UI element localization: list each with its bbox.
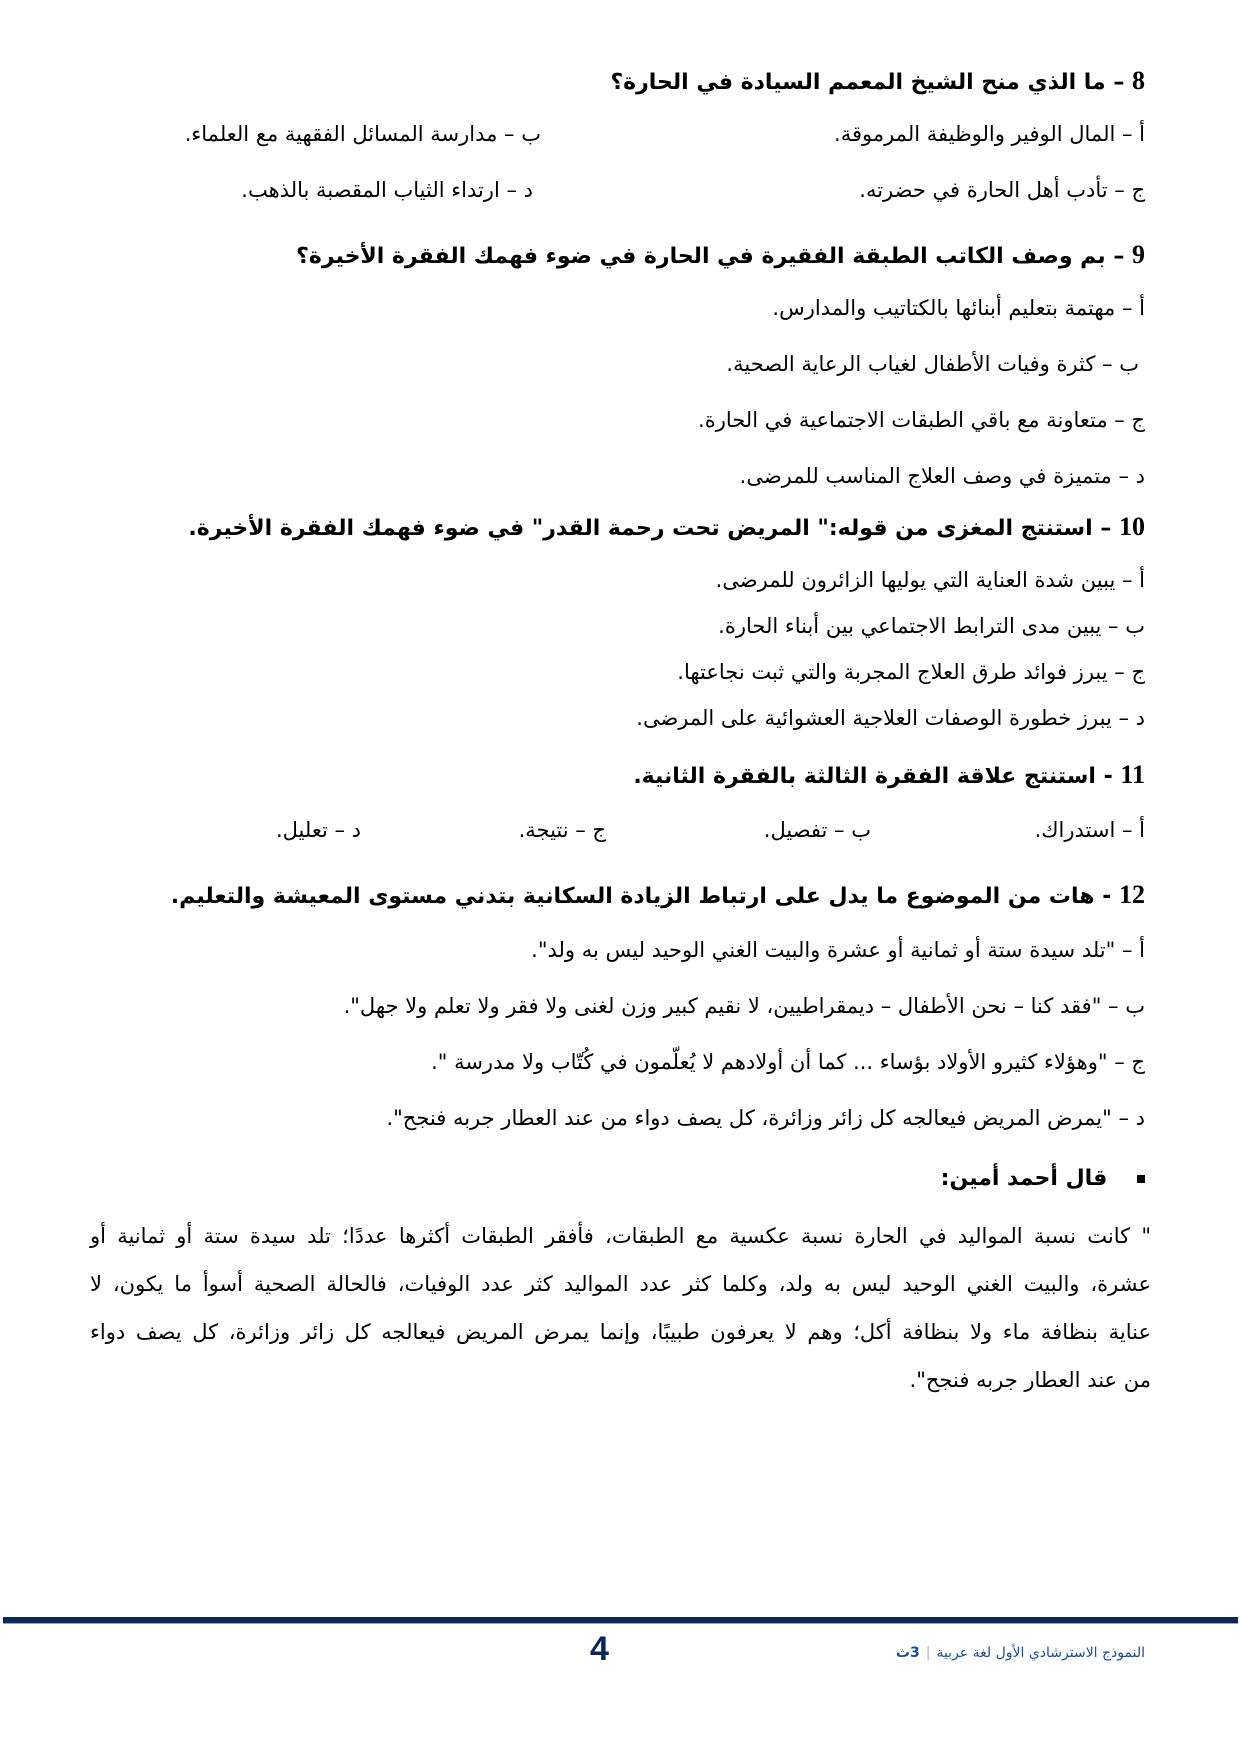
question-number: 8 bbox=[1132, 66, 1145, 95]
option-c: ج – يبرز فوائد طرق العلاج المجربة والتي ثبت نجاعتها. bbox=[677, 660, 1145, 684]
option-c: ج – "وهؤلاء كثيرو الأولاد بؤساء ... كما أن أولادهم لا يُعلّمون في كُتّاب ولا مدرسة ". bbox=[431, 1050, 1145, 1074]
footer-grade: 3ث bbox=[895, 1645, 920, 1661]
quote-heading bbox=[941, 1166, 1145, 1191]
option-b: ب – مدارسة المسائل الفقهية مع العلماء. bbox=[184, 122, 541, 146]
option-d: د – يبرز خطورة الوصفات العلاجية العشوائية على المرضى. bbox=[636, 706, 1145, 730]
question-11 bbox=[633, 760, 1145, 790]
quote-line: " كانت نسبة المواليد في الحارة نسبة عكسية مع الطبقات، فأفقر الطبقات أكثرها عددًا؛ تلد سيدة ستة أو ثمانية أو bbox=[90, 1224, 1151, 1248]
footer-title-text: النموذج الاسترشادي الأول لغة عربية bbox=[936, 1645, 1145, 1661]
bullet-square-icon bbox=[1137, 1175, 1145, 1183]
option-d: د – تعليل. bbox=[275, 818, 361, 842]
question-number: 11 bbox=[1120, 760, 1145, 789]
quote-line: عناية بنظافة ماء ولا بنظافة أكل؛ وهم لا يعرفون طبيبًا، وإنما يمرض المريض فيعالجه كل زائر وزائرة، كل يصف دواء bbox=[90, 1320, 1151, 1344]
quote-line: عشرة، والبيت الغني الوحيد ليس به ولد، وكلما كثر عدد المواليد كثر عدد الوفيات، فالحالة الصحية أسوأ ما يكون، لا bbox=[90, 1272, 1151, 1296]
quote-paragraph bbox=[90, 1212, 1151, 1404]
question-text: - استنتج علاقة الفقرة الثالثة بالفقرة الثانية. bbox=[633, 764, 1113, 789]
option-a: أ – استدراك. bbox=[1034, 818, 1145, 842]
quote-line: من عند العطار جربه فنجح". bbox=[909, 1368, 1151, 1392]
option-a: أ – "تلد سيدة ستة أو ثمانية أو عشرة والبيت الغني الوحيد ليس به ولد". bbox=[531, 938, 1145, 962]
option-c: ج – تأدب أهل الحارة في حضرته. bbox=[859, 178, 1145, 202]
option-a: أ – المال الوفير والوظيفة المرموقة. bbox=[834, 122, 1145, 146]
question-text: – بم وصف الكاتب الطبقة الفقيرة في الحارة في ضوء فهمك الفقرة الأخيرة؟ bbox=[296, 244, 1125, 269]
quote-heading-text: قال أحمد أمين: bbox=[940, 1166, 1108, 1191]
option-d: د – متميزة في وصف العلاج المناسب للمرضى. bbox=[739, 464, 1145, 488]
question-text: – ما الذي منح الشيخ المعمم السيادة في الحارة؟ bbox=[610, 70, 1125, 95]
option-b: ب – يبين مدى الترابط الاجتماعي بين أبناء الحارة. bbox=[718, 614, 1145, 638]
option-d: د – "يمرض المريض فيعالجه كل زائر وزائرة، كل يصف دواء من عند العطار جربه فنجح". bbox=[386, 1106, 1145, 1130]
question-10 bbox=[188, 512, 1145, 542]
question-number: 10 bbox=[1119, 512, 1145, 541]
option-b: ب – تفصيل. bbox=[763, 818, 871, 842]
option-c: ج – متعاونة مع باقي الطبقات الاجتماعية في الحارة. bbox=[698, 408, 1145, 432]
option-d: د – ارتداء الثياب المقصبة بالذهب. bbox=[241, 178, 533, 202]
question-number: 12 bbox=[1119, 880, 1145, 909]
question-text: – استنتج المغزى من قوله:" المريض تحت رحمة القدر" في ضوء فهمك الفقرة الأخيرة. bbox=[188, 516, 1112, 541]
option-a: أ – مهتمة بتعليم أبنائها بالكتاتيب والمدارس. bbox=[772, 296, 1145, 320]
footer-separator: | bbox=[925, 1645, 931, 1661]
question-8 bbox=[610, 66, 1145, 96]
question-12 bbox=[171, 880, 1145, 910]
question-number: 9 bbox=[1132, 240, 1145, 269]
page-number: 4 bbox=[590, 1630, 609, 1668]
footer-title bbox=[896, 1645, 1145, 1661]
option-c: ج – نتيجة. bbox=[518, 818, 606, 842]
question-9 bbox=[296, 240, 1145, 270]
option-b: ب – "فقد كنا – نحن الأطفال – ديمقراطيين، لا نقيم كبير وزن لغنى ولا فقر ولا تعلم ولا جهل". bbox=[343, 994, 1145, 1018]
footer-rule-highlight bbox=[3, 1623, 1238, 1624]
option-a: أ – يبين شدة العناية التي يوليها الزائرون للمرضى. bbox=[715, 568, 1145, 592]
question-text: - هات من الموضوع ما يدل على ارتباط الزيادة السكانية بتدني مستوى المعيشة والتعليم. bbox=[170, 884, 1112, 909]
option-b: ب – كثرة وفيات الأطفال لغياب الرعاية الصحية. bbox=[726, 352, 1139, 376]
